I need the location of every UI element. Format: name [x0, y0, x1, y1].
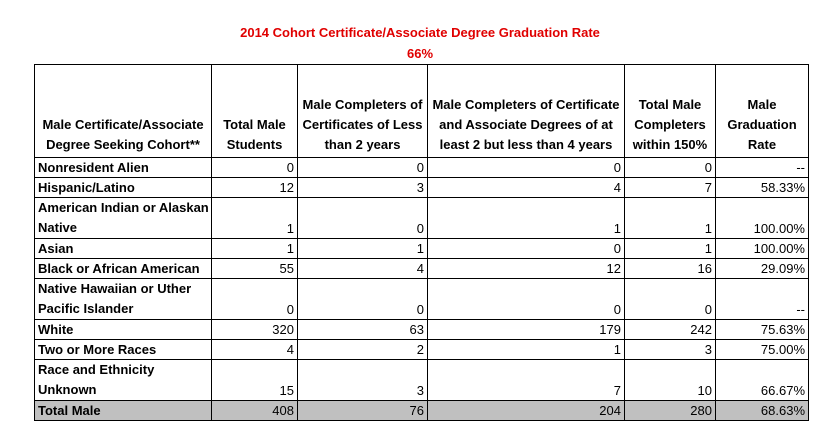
- header-row: [35, 65, 809, 158]
- lt2-cell: 2: [298, 340, 428, 360]
- rate-cell: --: [716, 279, 809, 320]
- completers-cell: 10: [625, 360, 716, 401]
- total-row-label: Total Male: [35, 401, 212, 421]
- 2to4-cell: 7: [428, 360, 625, 401]
- completers-cell: 3: [625, 340, 716, 360]
- students-cell: 55: [212, 259, 298, 279]
- total-students-cell: 408: [212, 401, 298, 421]
- lt2-cell: 1: [298, 239, 428, 259]
- table-row: [35, 239, 809, 259]
- students-cell: 1: [212, 239, 298, 259]
- row-label: Race and Ethnicity Unknown: [35, 360, 212, 401]
- rate-cell: 100.00%: [716, 239, 809, 259]
- students-cell: 15: [212, 360, 298, 401]
- rate-cell: 29.09%: [716, 259, 809, 279]
- completers-cell: 0: [625, 158, 716, 178]
- 2to4-cell: 179: [428, 320, 625, 340]
- students-cell: 12: [212, 178, 298, 198]
- lt2-cell: 63: [298, 320, 428, 340]
- lt2-cell: 3: [298, 178, 428, 198]
- graduation-rate-table: [34, 64, 809, 421]
- students-cell: 1: [212, 198, 298, 239]
- 2to4-cell: 0: [428, 239, 625, 259]
- row-label: Native Hawaiian or Uther Pacific Islander: [35, 279, 212, 320]
- completers-cell: 16: [625, 259, 716, 279]
- students-cell: 320: [212, 320, 298, 340]
- row-label: Hispanic/Latino: [35, 178, 212, 198]
- rate-cell: 100.00%: [716, 198, 809, 239]
- rate-cell: 75.00%: [716, 340, 809, 360]
- overall-rate: 66%: [406, 46, 434, 61]
- report-title: 2014 Cohort Certificate/Associate Degree Graduation Rate: [240, 25, 600, 40]
- rate-cell: --: [716, 158, 809, 178]
- table-row: [35, 198, 809, 239]
- column-header-total-students: Total Male Students: [212, 65, 298, 158]
- total-row: [35, 401, 809, 421]
- table-row: [35, 158, 809, 178]
- students-cell: 4: [212, 340, 298, 360]
- table-row: [35, 320, 809, 340]
- table-row: [35, 178, 809, 198]
- total-lt2-cell: 76: [298, 401, 428, 421]
- row-label: Asian: [35, 239, 212, 259]
- total-2to4-cell: 204: [428, 401, 625, 421]
- rate-cell: 75.63%: [716, 320, 809, 340]
- lt2-cell: 4: [298, 259, 428, 279]
- 2to4-cell: 0: [428, 279, 625, 320]
- row-label: Nonresident Alien: [35, 158, 212, 178]
- lt2-cell: 0: [298, 198, 428, 239]
- row-label: White: [35, 320, 212, 340]
- column-header-total-completers: Total Male Completers within 150%: [625, 65, 716, 158]
- 2to4-cell: 0: [428, 158, 625, 178]
- row-label: Two or More Races: [35, 340, 212, 360]
- lt2-cell: 0: [298, 158, 428, 178]
- completers-cell: 1: [625, 198, 716, 239]
- lt2-cell: 3: [298, 360, 428, 401]
- students-cell: 0: [212, 158, 298, 178]
- 2to4-cell: 1: [428, 340, 625, 360]
- completers-cell: 0: [625, 279, 716, 320]
- column-header-graduation-rate: Male Graduation Rate: [716, 65, 809, 158]
- lt2-cell: 0: [298, 279, 428, 320]
- table-row: [35, 279, 809, 320]
- total-completers-cell: 280: [625, 401, 716, 421]
- column-header-2-to-4-years: Male Completers of Certificate and Associate Degrees of at least 2 but less than 4 years: [428, 65, 625, 158]
- completers-cell: 7: [625, 178, 716, 198]
- completers-cell: 242: [625, 320, 716, 340]
- row-label: Black or African American: [35, 259, 212, 279]
- rate-cell: 66.67%: [716, 360, 809, 401]
- rate-cell: 58.33%: [716, 178, 809, 198]
- column-header-cohort: Male Certificate/Associate Degree Seeking Cohort**: [35, 65, 212, 158]
- row-label: American Indian or Alaskan Native: [35, 198, 212, 239]
- 2to4-cell: 4: [428, 178, 625, 198]
- 2to4-cell: 1: [428, 198, 625, 239]
- table-row: [35, 340, 809, 360]
- table-row: [35, 259, 809, 279]
- 2to4-cell: 12: [428, 259, 625, 279]
- total-rate-cell: 68.63%: [716, 401, 809, 421]
- completers-cell: 1: [625, 239, 716, 259]
- students-cell: 0: [212, 279, 298, 320]
- table-row: [35, 360, 809, 401]
- column-header-less-than-2-years: Male Completers of Certificates of Less than 2 years: [298, 65, 428, 158]
